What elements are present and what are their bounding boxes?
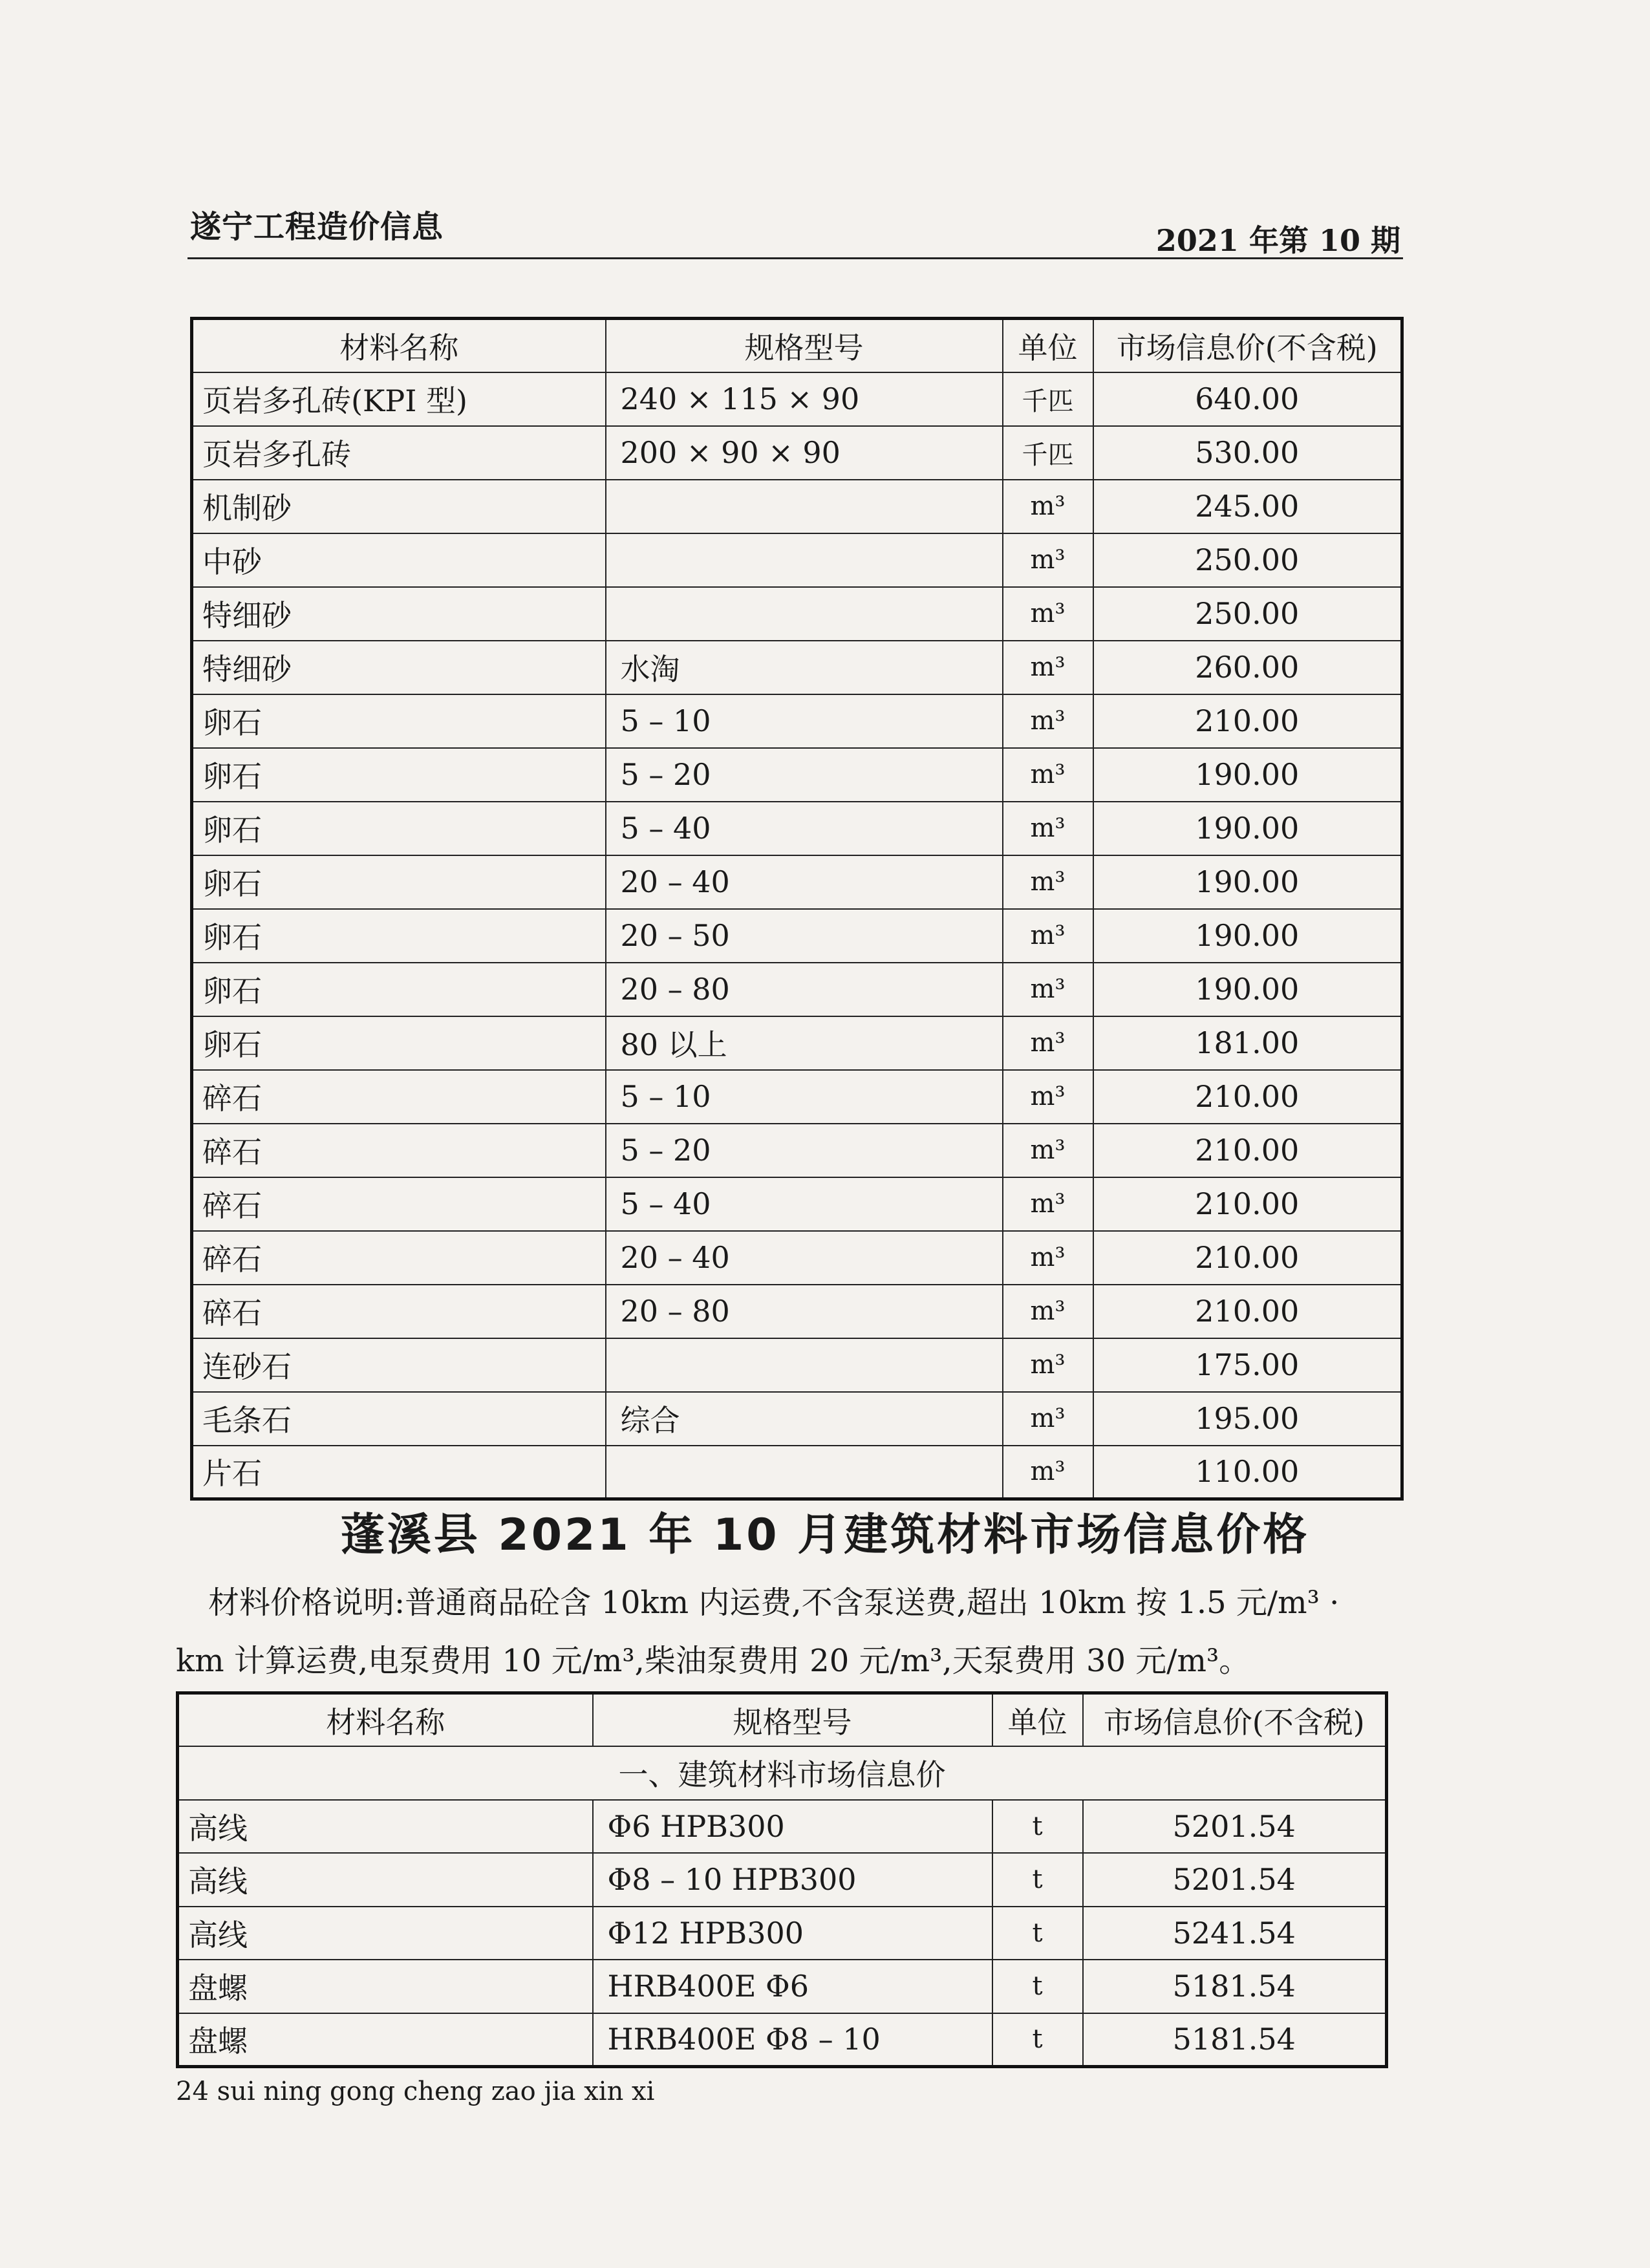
material-name: 卵石 [192,748,606,802]
price-table-1 [190,317,1404,1501]
table-row [192,533,1402,587]
market-price: 5241.54 [1083,1907,1387,1960]
material-spec: 80 以上 [606,1016,1003,1070]
material-unit: m³ [1003,963,1093,1016]
table-row [192,1338,1402,1392]
material-name: 高线 [178,1800,593,1854]
material-name: 碎石 [192,1177,606,1231]
table-row [192,1177,1402,1231]
section-row [178,1746,1387,1800]
material-spec: 240 × 115 × 90 [606,372,1003,426]
material-unit: m³ [1003,1070,1093,1124]
column-header: 市场信息价(不含税) [1083,1693,1387,1747]
material-spec: Φ6 HPB300 [593,1800,992,1854]
material-name: 盘螺 [178,2013,593,2067]
table-row [192,1016,1402,1070]
material-name: 卵石 [192,694,606,748]
material-unit: t [992,1800,1083,1854]
table-row [178,2013,1387,2067]
material-name: 特细砂 [192,587,606,641]
material-unit: m³ [1003,480,1093,533]
market-price: 210.00 [1093,1285,1402,1338]
material-unit: m³ [1003,1285,1093,1338]
material-unit: m³ [1003,748,1093,802]
material-unit: m³ [1003,1016,1093,1070]
material-spec: 5 – 40 [606,1177,1003,1231]
column-header: 单位 [1003,319,1093,372]
material-name: 页岩多孔砖(KPI 型) [192,372,606,426]
material-unit: m³ [1003,909,1093,963]
material-name: 毛条石 [192,1392,606,1446]
table-header-row [178,1693,1387,1747]
material-unit: m³ [1003,1446,1093,1499]
material-spec: 5 – 10 [606,1070,1003,1124]
material-spec [606,587,1003,641]
material-spec: HRB400E Φ6 [593,1960,992,2013]
material-spec: 20 – 50 [606,909,1003,963]
issue-label: 2021 年第 10 期 [1155,223,1400,258]
section-label: 一、建筑材料市场信息价 [178,1746,1387,1800]
publication-title: 遂宁工程造价信息 [190,209,444,245]
table-header-row [192,319,1402,372]
material-name: 卵石 [192,963,606,1016]
market-price: 250.00 [1093,587,1402,641]
column-header: 规格型号 [606,319,1003,372]
header-divider [188,257,1403,259]
table-row [192,748,1402,802]
material-name: 碎石 [192,1124,606,1177]
market-price: 260.00 [1093,641,1402,694]
market-price: 530.00 [1093,426,1402,480]
material-spec: 20 – 40 [606,855,1003,909]
material-name: 盘螺 [178,1960,593,2013]
material-spec: 5 – 20 [606,748,1003,802]
material-name: 连砂石 [192,1338,606,1392]
material-unit: m³ [1003,1231,1093,1285]
material-spec: 200 × 90 × 90 [606,426,1003,480]
material-unit: t [992,2013,1083,2067]
table-row [192,855,1402,909]
material-name: 碎石 [192,1285,606,1338]
material-name: 卵石 [192,855,606,909]
material-spec: HRB400E Φ8 – 10 [593,2013,992,2067]
material-spec: 20 – 80 [606,1285,1003,1338]
material-unit: m³ [1003,533,1093,587]
material-spec: Φ12 HPB300 [593,1907,992,1960]
market-price: 190.00 [1093,963,1402,1016]
section-title: 蓬溪县 2021 年 10 月建筑材料市场信息价格 [340,1510,1310,1561]
table-row [192,963,1402,1016]
material-unit: m³ [1003,694,1093,748]
material-spec: 20 – 40 [606,1231,1003,1285]
table-row [192,1285,1402,1338]
material-unit: 千匹 [1003,372,1093,426]
material-spec: 5 – 40 [606,802,1003,855]
material-spec [606,533,1003,587]
material-name: 卵石 [192,1016,606,1070]
material-name: 片石 [192,1446,606,1499]
material-unit: t [992,1960,1083,2013]
table-row [192,1231,1402,1285]
table-row [178,1853,1387,1907]
market-price: 190.00 [1093,855,1402,909]
material-unit: m³ [1003,1392,1093,1446]
table-row [178,1800,1387,1854]
material-spec [606,480,1003,533]
table-row [192,587,1402,641]
material-unit: m³ [1003,1177,1093,1231]
market-price: 5181.54 [1083,1960,1387,2013]
material-unit: m³ [1003,855,1093,909]
material-name: 碎石 [192,1070,606,1124]
material-spec: 综合 [606,1392,1003,1446]
material-unit: t [992,1853,1083,1907]
material-name: 页岩多孔砖 [192,426,606,480]
market-price: 190.00 [1093,802,1402,855]
table-row [178,1907,1387,1960]
material-spec: 5 – 10 [606,694,1003,748]
market-price: 245.00 [1093,480,1402,533]
market-price: 175.00 [1093,1338,1402,1392]
material-name: 高线 [178,1853,593,1907]
table-row [192,372,1402,426]
material-spec: 20 – 80 [606,963,1003,1016]
table-row [192,694,1402,748]
table-row [192,1070,1402,1124]
price-note: 材料价格说明:普通商品砼含 10km 内运费,不含泵送费,超出 10km 按 1.5 元/m³ · km 计算运费,电泵费用 10 元/m³,柴油泵费用 20 元/m³,天泵费用 30 元/m³。 [176,1585,1340,1679]
market-price: 640.00 [1093,372,1402,426]
table-row [192,802,1402,855]
column-header: 材料名称 [178,1693,593,1747]
market-price: 210.00 [1093,1177,1402,1231]
material-name: 碎石 [192,1231,606,1285]
page-footer: 24 sui ning gong cheng zao jia xin xi [176,2077,655,2106]
material-name: 卵石 [192,909,606,963]
market-price: 5201.54 [1083,1853,1387,1907]
market-price: 5181.54 [1083,2013,1387,2067]
material-name: 卵石 [192,802,606,855]
material-name: 机制砂 [192,480,606,533]
column-header: 规格型号 [593,1693,992,1747]
material-unit: m³ [1003,641,1093,694]
table-row [192,1124,1402,1177]
material-unit: m³ [1003,587,1093,641]
table-row [192,909,1402,963]
material-unit: 千匹 [1003,426,1093,480]
market-price: 190.00 [1093,909,1402,963]
table-row [178,1960,1387,2013]
material-unit: m³ [1003,802,1093,855]
material-spec [606,1338,1003,1392]
market-price: 110.00 [1093,1446,1402,1499]
material-spec: Φ8 – 10 HPB300 [593,1853,992,1907]
material-spec [606,1446,1003,1499]
market-price: 210.00 [1093,1231,1402,1285]
market-price: 210.00 [1093,694,1402,748]
material-unit: t [992,1907,1083,1960]
column-header: 市场信息价(不含税) [1093,319,1402,372]
material-spec: 5 – 20 [606,1124,1003,1177]
price-table-2 [176,1691,1388,2068]
market-price: 250.00 [1093,533,1402,587]
material-name: 高线 [178,1907,593,1960]
table-row [192,641,1402,694]
material-name: 特细砂 [192,641,606,694]
market-price: 210.00 [1093,1124,1402,1177]
column-header: 材料名称 [192,319,606,372]
market-price: 210.00 [1093,1070,1402,1124]
material-unit: m³ [1003,1124,1093,1177]
market-price: 190.00 [1093,748,1402,802]
market-price: 195.00 [1093,1392,1402,1446]
material-spec: 水淘 [606,641,1003,694]
market-price: 5201.54 [1083,1800,1387,1854]
material-unit: m³ [1003,1338,1093,1392]
column-header: 单位 [992,1693,1083,1747]
market-price: 181.00 [1093,1016,1402,1070]
table-row [192,1446,1402,1499]
table-row [192,426,1402,480]
table-row [192,1392,1402,1446]
material-name: 中砂 [192,533,606,587]
table-row [192,480,1402,533]
